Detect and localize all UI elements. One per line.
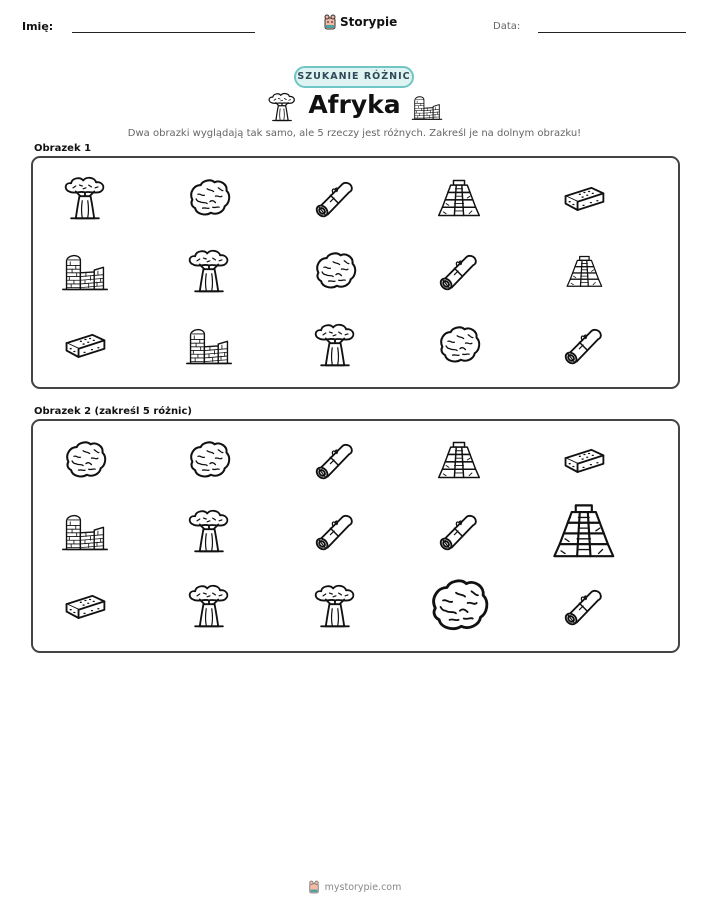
rock-icon	[185, 436, 233, 484]
scroll-icon	[435, 247, 483, 295]
picture-cell[interactable]	[397, 159, 521, 237]
pyramid-icon	[435, 436, 483, 484]
page-title: Afryka	[308, 90, 401, 119]
picture-cell[interactable]	[147, 567, 271, 645]
brick-icon	[560, 174, 608, 222]
rock-icon	[185, 174, 233, 222]
picture1-grid	[33, 158, 678, 387]
storypie-logo-icon	[308, 880, 320, 894]
brand-logo	[323, 14, 397, 30]
picture-cell[interactable]	[23, 159, 147, 237]
rock-icon	[435, 321, 483, 369]
rock-icon	[311, 247, 359, 295]
picture1-panel	[31, 156, 680, 389]
picture-cell[interactable]	[147, 232, 271, 310]
brick-icon	[61, 582, 109, 630]
instruction-text: Dwa obrazki wyglądają tak samo, ale 5 rzeczy jest różnych. Zakreśl je na dolnym obrazku!	[127, 128, 582, 139]
ruins-icon	[185, 321, 233, 369]
ruins-icon	[61, 507, 109, 555]
picture-cell[interactable]	[273, 567, 397, 645]
storypie-logo-icon	[323, 14, 337, 30]
picture1-label: Obrazek 1	[34, 143, 92, 154]
picture-cell[interactable]	[273, 306, 397, 384]
scroll-icon	[311, 174, 359, 222]
picture-cell[interactable]	[147, 421, 271, 499]
picture-cell[interactable]	[23, 232, 147, 310]
picture-cell[interactable]	[522, 421, 646, 499]
picture-cell[interactable]	[147, 159, 271, 237]
picture-cell[interactable]	[397, 567, 521, 645]
picture-cell[interactable]	[522, 159, 646, 237]
picture-cell[interactable]	[23, 421, 147, 499]
pyramid-icon	[435, 174, 483, 222]
picture-cell[interactable]	[397, 306, 521, 384]
picture2-label: Obrazek 2 (zakreśl 5 różnic)	[34, 406, 192, 417]
picture-cell[interactable]	[522, 232, 646, 310]
picture-cell[interactable]	[273, 232, 397, 310]
pyramid-icon	[549, 496, 619, 566]
ruins-icon	[61, 247, 109, 295]
baobab-icon	[185, 582, 233, 630]
picture-cell[interactable]	[23, 492, 147, 570]
name-label: Imię:	[22, 20, 54, 33]
date-line	[538, 32, 686, 33]
picture-cell[interactable]	[273, 492, 397, 570]
picture2-grid	[33, 421, 678, 651]
brand-name: Storypie	[340, 15, 398, 29]
picture-cell[interactable]	[397, 232, 521, 310]
scroll-icon	[311, 436, 359, 484]
picture-cell[interactable]	[147, 306, 271, 384]
baobab-icon	[311, 582, 359, 630]
rock-icon	[425, 572, 492, 639]
picture-cell[interactable]	[23, 306, 147, 384]
scroll-icon	[560, 582, 608, 630]
scroll-icon	[560, 321, 608, 369]
picture-cell[interactable]	[273, 421, 397, 499]
picture-cell[interactable]	[522, 567, 646, 645]
picture-cell[interactable]	[522, 306, 646, 384]
picture-cell[interactable]	[23, 567, 147, 645]
baobab-icon	[185, 247, 233, 295]
baobab-icon	[185, 507, 233, 555]
picture-cell[interactable]	[147, 492, 271, 570]
baobab-icon	[61, 174, 109, 222]
name-line	[72, 32, 255, 33]
footer-url: mystorypie.com	[324, 881, 402, 893]
rock-icon	[61, 436, 109, 484]
pyramid-icon	[564, 251, 605, 292]
brick-icon	[61, 321, 109, 369]
baobab-icon	[311, 321, 359, 369]
picture2-panel	[31, 419, 680, 653]
picture-cell[interactable]	[397, 421, 521, 499]
date-label: Data:	[493, 21, 521, 32]
activity-tag: SZUKANIE RÓŻNIC	[294, 66, 414, 88]
picture-cell[interactable]	[522, 492, 646, 570]
scroll-icon	[311, 507, 359, 555]
scroll-icon	[435, 507, 483, 555]
brick-icon	[560, 436, 608, 484]
footer	[0, 880, 709, 894]
picture-cell[interactable]	[273, 159, 397, 237]
title-row	[0, 88, 709, 128]
ruins-icon	[411, 90, 443, 124]
picture-cell[interactable]	[397, 492, 521, 570]
worksheet-header	[0, 0, 709, 50]
